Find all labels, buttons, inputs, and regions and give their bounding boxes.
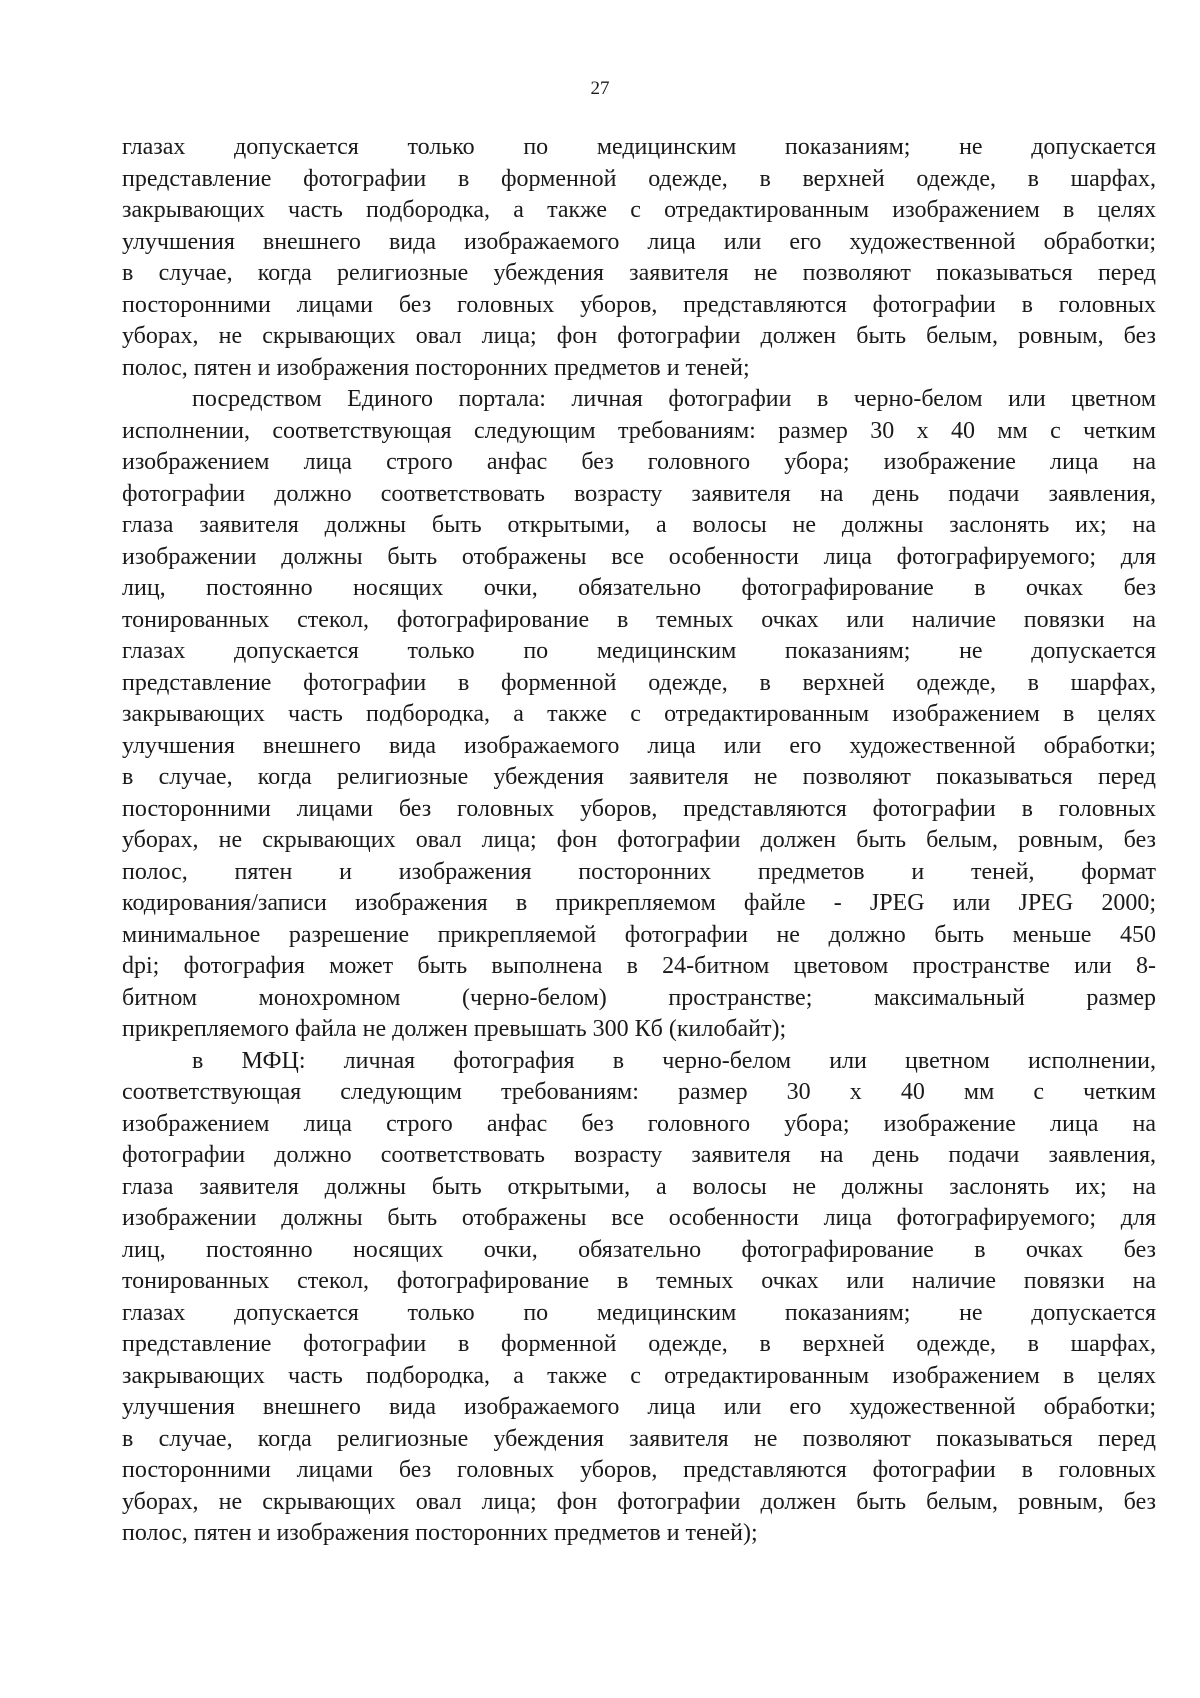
text-line: глаза заявителя должны быть открытыми, а волосы не должны заслонять их; на <box>122 1173 1156 1200</box>
text-line: тонированных стекол, фотографирование в темных очках или наличие повязки на <box>122 1268 1156 1294</box>
text-line: представление фотографии в форменной одежде, в верхней одежде, в шарфах, <box>122 669 1156 696</box>
paragraph-first-line: посредством Единого портала: личная фотографии в черно-белом или цветном <box>192 386 1156 412</box>
text-line: в случае, когда религиозные убеждения заявителя не позволяют показываться перед <box>122 260 1156 286</box>
page-number: 27 <box>590 78 610 99</box>
paragraph-first-line: в МФЦ: личная фотография в черно-белом или цветном исполнении, <box>192 1047 1156 1074</box>
document-body <box>122 132 1156 1550</box>
text-line: прикрепляемого файла не должен превышать 300 Кб (килобайт); <box>122 1016 787 1042</box>
text-line: фотографии должно соответствовать возрасту заявителя на день подачи заявления, <box>122 480 1156 507</box>
text-line: закрывающих часть подбородка, а также с отредактированным изображением в целях <box>122 701 1156 727</box>
text-line: полос, пятен и изображения посторонних предметов и теней, формат <box>122 858 1156 885</box>
text-line: глазах допускается только по медицинским показаниям; не допускается <box>122 134 1156 160</box>
text-line: посторонними лицами без головных уборов, представляются фотографии в головных <box>122 1457 1156 1483</box>
text-line: в случае, когда религиозные убеждения заявителя не позволяют показываться перед <box>122 764 1156 790</box>
text-line: битном монохромном (черно-белом) пространстве; максимальный размер <box>122 984 1156 1011</box>
text-line: кодирования/записи изображения в прикрепляемом файле - JPEG или JPEG 2000; <box>122 890 1156 916</box>
text-line: глазах допускается только по медицинским показаниям; не допускается <box>122 1299 1156 1326</box>
text-line: изображением лица строго анфас без головного убора; изображение лица на <box>122 1110 1156 1137</box>
text-line: полос, пятен и изображения посторонних предметов и теней); <box>122 1520 758 1546</box>
text-line: посторонними лицами без головных уборов, представляются фотографии в головных <box>122 291 1156 318</box>
text-line: исполнении, соответствующая следующим требованиям: размер 30 х 40 мм с четким <box>122 417 1156 444</box>
text-line: глаза заявителя должны быть открытыми, а волосы не должны заслонять их; на <box>122 512 1156 538</box>
text-line: dpi; фотография может быть выполнена в 24-битном цветовом пространстве или 8- <box>122 953 1156 979</box>
text-line: изображении должны быть отображены все особенности лица фотографируемого; для <box>122 543 1156 570</box>
text-line: соответствующая следующим требованиям: размер 30 х 40 мм с четким <box>122 1079 1156 1105</box>
text-line: в случае, когда религиозные убеждения заявителя не позволяют показываться перед <box>122 1425 1156 1452</box>
text-line: улучшения внешнего вида изображаемого лица или его художественной обработки; <box>122 1394 1156 1420</box>
text-line: закрывающих часть подбородка, а также с отредактированным изображением в целях <box>122 197 1156 223</box>
text-line: уборах, не скрывающих овал лица; фон фотографии должен быть белым, ровным, без <box>122 827 1156 853</box>
text-line: лиц, постоянно носящих очки, обязательно фотографирование в очках без <box>122 1236 1156 1263</box>
text-line: улучшения внешнего вида изображаемого лица или его художественной обработки; <box>122 732 1156 759</box>
text-line: тонированных стекол, фотографирование в темных очках или наличие повязки на <box>122 606 1156 633</box>
text-line: лиц, постоянно носящих очки, обязательно фотографирование в очках без <box>122 575 1156 601</box>
text-line: глазах допускается только по медицинским показаниям; не допускается <box>122 638 1156 664</box>
text-line: закрывающих часть подбородка, а также с отредактированным изображением в целях <box>122 1362 1156 1389</box>
text-line: представление фотографии в форменной одежде, в верхней одежде, в шарфах, <box>122 1331 1156 1357</box>
text-line: изображении должны быть отображены все особенности лица фотографируемого; для <box>122 1205 1156 1231</box>
text-line: уборах, не скрывающих овал лица; фон фотографии должен быть белым, ровным, без <box>122 1488 1156 1515</box>
text-line: посторонними лицами без головных уборов, представляются фотографии в головных <box>122 795 1156 822</box>
text-line: минимальное разрешение прикрепляемой фотографии не должно быть меньше 450 <box>122 921 1156 948</box>
text-line: представление фотографии в форменной одежде, в верхней одежде, в шарфах, <box>122 165 1156 192</box>
text-line: улучшения внешнего вида изображаемого лица или его художественной обработки; <box>122 228 1156 255</box>
text-line: фотографии должно соответствовать возрасту заявителя на день подачи заявления, <box>122 1142 1156 1168</box>
text-line: уборах, не скрывающих овал лица; фон фотографии должен быть белым, ровным, без <box>122 323 1156 349</box>
text-line: полос, пятен и изображения посторонних предметов и теней; <box>122 354 750 381</box>
text-line: изображением лица строго анфас без головного убора; изображение лица на <box>122 449 1156 475</box>
